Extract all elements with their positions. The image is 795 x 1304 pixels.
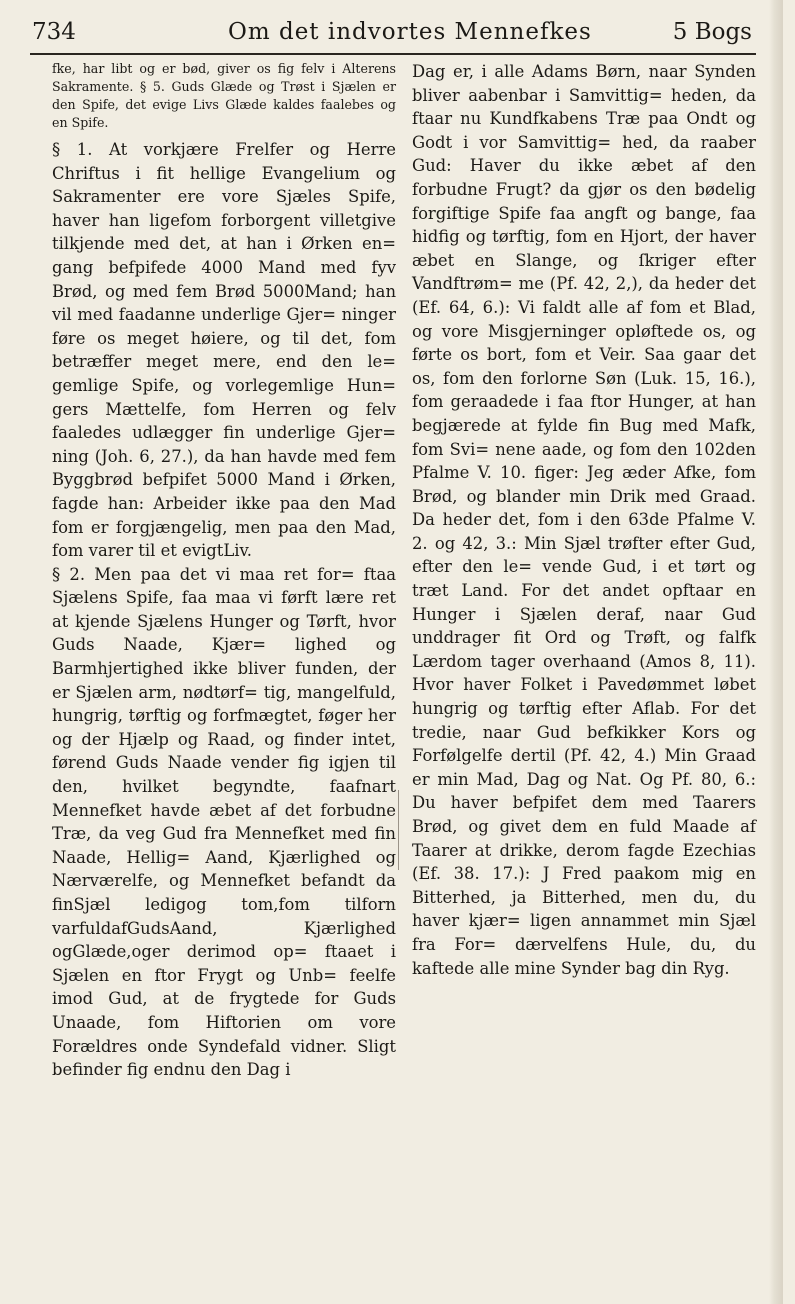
- chapter-reference: 5 Bogs: [672, 19, 752, 45]
- running-title: Om det indvortes Mennefkes: [228, 19, 592, 45]
- page-number: 734: [32, 19, 76, 45]
- right-column: [412, 60, 756, 980]
- page-edge-shadow: [769, 0, 783, 1304]
- left-column: [52, 60, 396, 1082]
- footnote-continuation: fke, har libt og er bød, giver os fig felv i Alterens Sakramente. § 5. Guds Glæde og Trøst i Sjælen er den Spife, det evige Livs Glæde kaldes faalebes og en Spife.: [52, 61, 396, 130]
- column-divider: [398, 790, 399, 870]
- header-rule: [30, 53, 756, 55]
- right-column-text: Dag er, i alle Adams Børn, naar Synden bliver aabenbar i Samvittig= heden, da ftaar nu Kundfkabens Træ paa Ondt og Godt i vor Samvittig= hed, da raaber Gud: Haver du ikke æbet af den forbudne Frugt? da gjør os den bødelig forgiftige Spife faa angft og bange, faa hidfig og tørftig, fom en Hjort, der haver æbet en Slange, og ſkriger efter Vandftrøm= me (Pf. 42, 2,), da heder det (Ef. 64, 6.): Vi faldt alle af fom et Blad, og vore Misgjerninger opløftede os, og førte os bort, fom et Veir. Saa gaar det os, fom den forlorne Søn (Luk. 15, 16.), fom geraadede i faa ftor Hunger, at han begjærede at fylde fin Bug med Mafk, fom Svi= nene aade, og fom den 102den Pfalme V. 10. figer: Jeg æder Afke, fom Brød, og blander min Drik med Graad. Da heder det, fom i den 63de Pfalme V. 2. og 42, 3.: Min Sjæl trøfter efter Gud, efter den le= vende Gud, i et tørt og træt Land. For det andet opftaar en Hunger i Sjælen deraf, naar Gud unddrager fit Ord og Trøft, og falfk Lærdom tager overhaand (Amos 8, 11). Hvor haver Folket i Pavedømmet løbet hungrig og tørftig efter Aflab. For det tredie, naar Gud befkikker Kors og Forfølgelfe dertil (Pf. 42, 4.) Min Graad er min Mad, Dag og Nat. Og Pf. 80, 6.: Du haver befpifet dem med Taarers Brød, og givet dem en fuld Maade af Taarer at drikke, derom fagde Ezechias (Ef. 38. 17.): J Fred paakom mig en Bitterhed, ja Bitterhed, men du, du haver kjær= ligen annammet min Sjæl fra For= dærvelfens Hule, du, du kaftede alle mine Synder bag din Ryg.: [412, 62, 756, 978]
- paragraph-1: § 1. At vorkjære Frelfer og Herre Chriftus i fit hellige Evangelium og Sakramenter ere vore Sjæles Spife, haver han ligefom forborgent villetgive tilkjende med det, at han i Ørken en= gang befpifede 4000 Mand med fyv Brød, og med fem Brød 5000Mand; han vil med faadanne underlige Gjer= ninger føre os meget høiere, og til det, fom betræffer meget mere, end den le= gemlige Spife, og vorlegemlige Hun= gers Mættelfe, fom Herren og felv faaledes udlægger fin underlige Gjer= ning (Joh. 6, 27.), da han havde med fem Byggbrød befpifet 5000 Mand i Ørken, fagde han: Arbeider ikke paa den Mad fom er forgjængelig, men paa den Mad, fom varer til et evigtLiv.: [52, 140, 396, 561]
- page-header: [32, 14, 752, 50]
- paragraph-2: § 2. Men paa det vi maa ret for= ftaa Sjælens Spife, faa maa vi førft lære ret at kjende Sjælens Hunger og Tørft, hvor Guds Naade, Kjær= lighed og Barmhjertighed ikke bliver funden, der er Sjælen arm, nødtørf= tig, mangelfuld, hungrig, tørftig og forfmægtet, føger her og der Hjælp og Raad, og finder intet, førend Guds Naade vender fig igjen til den, hvilket begyndte, faafnart Mennefket havde æbet af det forbudne Træ, da veg Gud fra Mennefket med fin Naade, Hellig= Aand, Kjærlighed og Nærværelfe, og Mennefket befandt da finSjæl ledigog tom,fom tilforn varfuldafGudsAand, Kjærlighed ogGlæde,oger derimod op= ftaaet i Sjælen en ftor Frygt og Unb= feelfe imod Gud, at de frygtede for Guds Unaade, fom Hiftorien om vore Forældres onde Syndefald vidner. Sligt befinder fig endnu den Dag i: [52, 564, 396, 1080]
